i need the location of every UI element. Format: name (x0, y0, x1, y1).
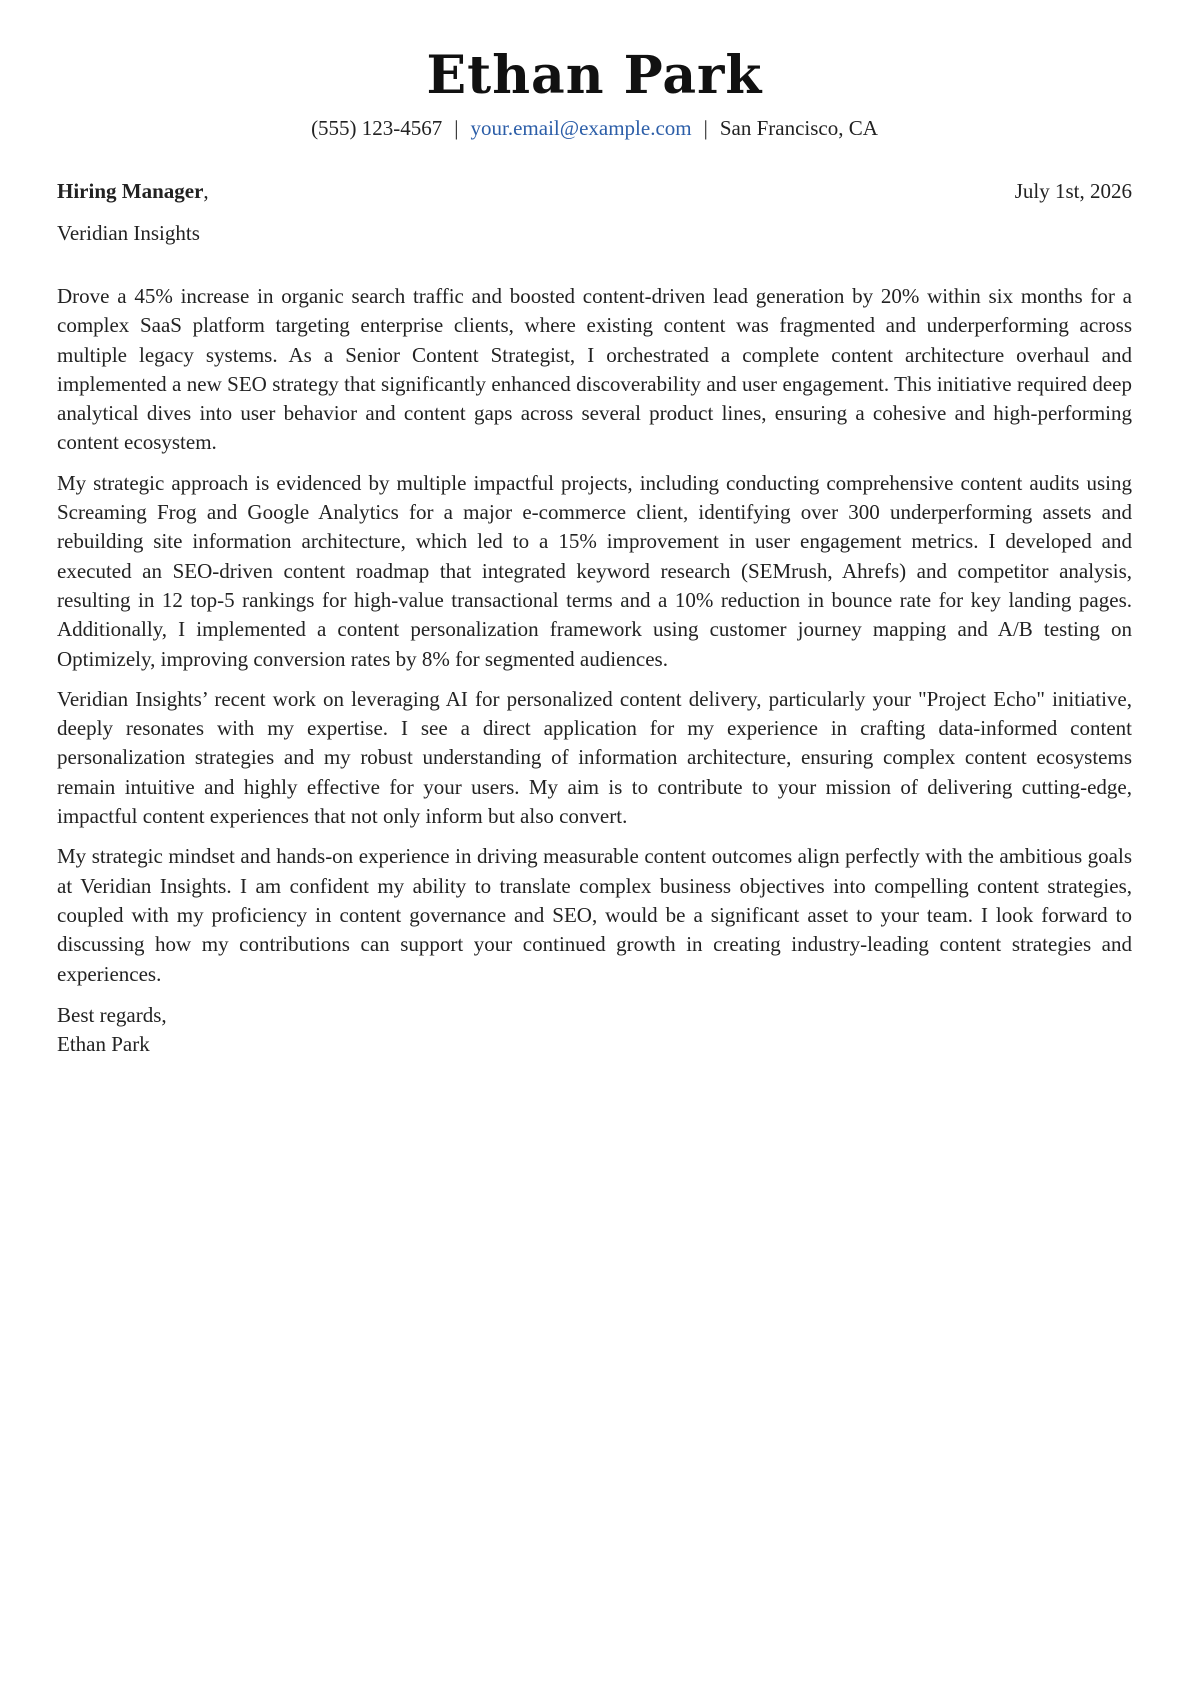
separator: | (454, 116, 459, 140)
closing-block (57, 1001, 1132, 1059)
recipient-line (57, 176, 209, 206)
body-paragraph: Drove a 45% increase in organic search traffic and boosted content-driven lead generation by 20% within six months for a complex SaaS platform targeting enterprise clients, where existing content was fragmented and underperforming across multiple legacy systems. As a Senior Content Strategist, I orchestrated a complete content architecture overhaul and implemented a new SEO strategy that significantly enhanced discoverability and user engagement. This initiative required deep analytical dives into user behavior and content gaps across several product lines, ensuring a cohesive and high-performing content ecosystem. (57, 284, 1132, 455)
body-paragraph: My strategic mindset and hands-on experience in driving measurable content outcomes align perfectly with the ambitious goals at Veridian Insights. I am confident my ability to translate complex business objectives into compelling content strategies, coupled with my proficiency in content governance and SEO, would be a significant asset to your team. I look forward to discussing how my contributions can support your continued growth in creating industry-leading content strategies and experiences. (57, 844, 1132, 986)
location: San Francisco, CA (719, 116, 878, 140)
body-paragraph: My strategic approach is evidenced by multiple impactful projects, including conducting comprehensive content audits using Screaming Frog and Google Analytics for a major e-commerce client, identifying over 300 underperforming assets and rebuilding site information architecture, which led to a 15% improvement in user engagement metrics. I developed and executed an SEO-driven content roadmap that integrated keyword research (SEMrush, Ahrefs) and competitor analysis, resulting in 12 top-5 rankings for high-value transactional terms and a 10% reduction in bounce rate for key landing pages. Additionally, I implemented a content personalization framework using customer journey mapping and A/B testing on Optimizely, improving conversion rates by 8% for segmented audiences. (57, 470, 1132, 671)
closing-phrase: Best regards, (57, 1002, 167, 1027)
phone-number: (555) 123-4567 (311, 116, 443, 140)
recipient-row (57, 176, 1132, 206)
recipient-name: Hiring Manager (57, 179, 204, 203)
recipient-suffix: , (203, 179, 209, 203)
letter-body (57, 282, 1132, 1059)
separator: | (703, 116, 708, 140)
email-link[interactable]: your.email@example.com (470, 116, 692, 140)
applicant-name: Ethan Park (426, 45, 763, 106)
body-paragraph: Veridian Insights’ recent work on leveraging AI for personalized content delivery, particularly your "Project Echo" initiative, deeply resonates with my expertise. I see a direct application for my experience in crafting data-informed content personalization strategies and my robust understanding of information architecture, ensuring complex content ecosystems remain intuitive and highly effective for your users. My aim is to contribute to your mission of delivering cutting-edge, impactful content experiences that not only inform but also convert. (57, 686, 1132, 829)
letter-date: July 1st, 2026 (1014, 179, 1132, 203)
contact-line (57, 113, 1132, 143)
company-name: Veridian Insights (57, 221, 200, 245)
signature: Ethan Park (57, 1031, 150, 1056)
